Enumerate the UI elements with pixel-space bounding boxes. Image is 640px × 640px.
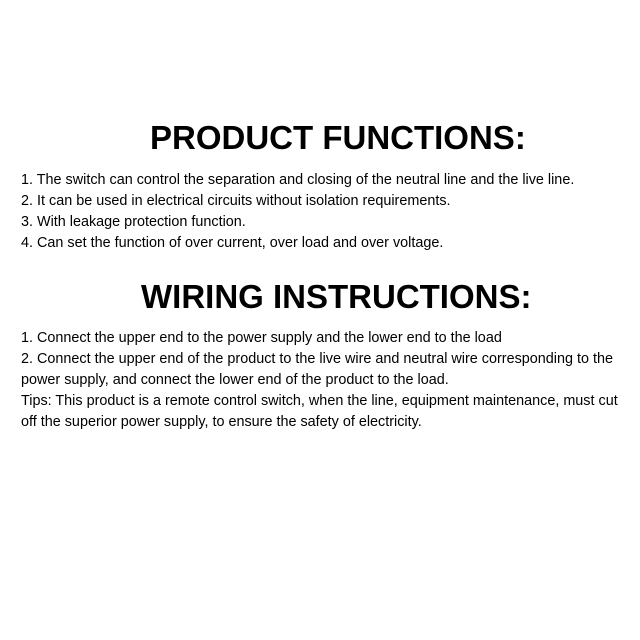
product-functions-list <box>21 170 633 254</box>
wiring-item-1: 1. Connect the upper end to the power supply and the lower end to the load <box>21 330 502 346</box>
function-item-1: 1. The switch can control the separation and closing of the neutral line and the live line. <box>21 172 575 188</box>
product-functions-heading: PRODUCT FUNCTIONS: <box>150 119 526 156</box>
wiring-instructions-list <box>21 328 633 433</box>
wiring-item-2: 2. Connect the upper end of the product to the live wire and neutral wire corresponding to the power supply, and connect the lower end of the product to the load. <box>21 351 613 389</box>
function-item-2: 2. It can be used in electrical circuits without isolation requirements. <box>21 193 451 210</box>
function-item-4: 4. Can set the function of over current, over load and over voltage. <box>21 235 444 252</box>
wiring-tips: Tips: This product is a remote control switch, when the line, equipment maintenance, must cut off the superior power supply, to ensure the safety of electricity. <box>21 393 618 431</box>
function-item-3: 3. With leakage protection function. <box>21 214 246 231</box>
wiring-instructions-heading: WIRING INSTRUCTIONS: <box>141 278 532 315</box>
